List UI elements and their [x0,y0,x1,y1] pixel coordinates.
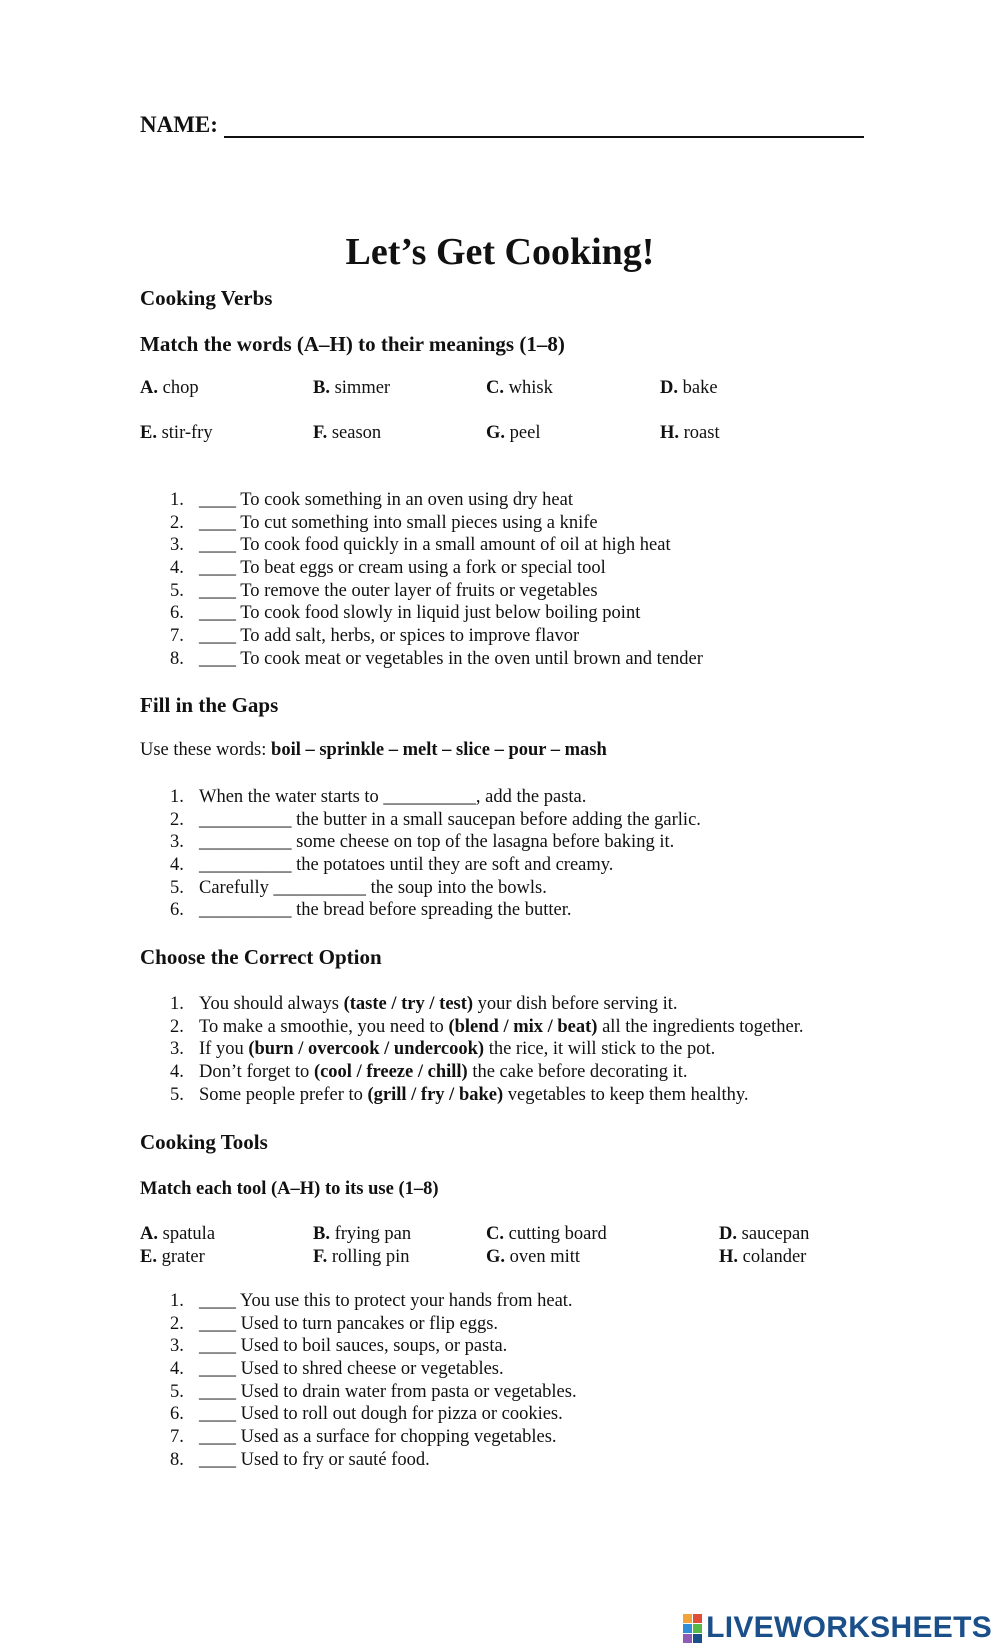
list-item[interactable]: 6. __________ the bread before spreading the butter. [170,900,572,921]
verb-option-d: D. bake [660,378,718,398]
list-item[interactable]: 5. ____ Used to drain water from pasta or vegetables. [170,1381,577,1402]
logo-square [693,1614,702,1623]
page-title: Let’s Get Cooking! [345,231,655,273]
logo-square [683,1624,692,1633]
logo-square [683,1614,692,1623]
list-item[interactable]: 5. ____ To remove the outer layer of fruits or vegetables [170,580,598,601]
list-item[interactable]: 3. If you (burn / overcook / undercook) the rice, it will stick to the pot. [170,1039,716,1060]
verb-option-a: A. chop [140,378,199,398]
list-item[interactable]: 5. Some people prefer to (grill / fry / bake) vegetables to keep them healthy. [170,1084,749,1105]
list-item[interactable]: 6. ____ To cook food slowly in liquid just below boiling point [170,603,641,624]
list-item[interactable]: 1. When the water starts to __________, add the pasta. [170,787,587,807]
list-item[interactable]: 4. ____ To beat eggs or cream using a fork or special tool [170,558,606,579]
tool-option-b: B. frying pan [313,1224,412,1244]
tools-heading: Cooking Tools [140,1130,268,1154]
tool-option-d: D. saucepan [719,1224,810,1244]
tool-option-e: E. grater [140,1247,205,1267]
gaps-word-bank: Use these words: boil – sprinkle – melt – slice – pour – mash [140,740,607,760]
list-item[interactable]: 4. ____ Used to shred cheese or vegetables. [170,1359,504,1380]
list-item[interactable]: 2. To make a smoothie, you need to (blend / mix / beat) all the ingredients together. [170,1016,804,1037]
verb-option-b: B. simmer [313,378,391,398]
list-item[interactable]: 7. ____ Used as a surface for chopping vegetables. [170,1427,557,1448]
logo-square [693,1634,702,1643]
tool-option-h: H. colander [719,1247,807,1267]
tools-list [140,1290,577,1472]
name-field-line[interactable] [224,116,864,138]
tools-instruction: Match each tool (A–H) to its use (1–8) [140,1179,439,1199]
list-item[interactable]: 3. ____ To cook food quickly in a small amount of oil at high heat [170,535,671,556]
choose-list [140,993,803,1106]
list-item[interactable]: 1. ____ You use this to protect your hands from heat. [170,1291,573,1311]
list-item[interactable]: 8. ____ Used to fry or sauté food. [170,1449,430,1470]
list-item[interactable]: 4. __________ the potatoes until they are soft and creamy. [170,855,614,876]
verbs-instruction: Match the words (A–H) to their meanings (1–8) [140,332,565,356]
verb-option-h: H. roast [660,423,720,443]
list-item[interactable]: 3. __________ some cheese on top of the lasagna before baking it. [170,832,675,853]
gaps-list [140,786,701,922]
brand-text: LIVEWORKSHEETS [706,1611,992,1644]
list-item[interactable]: 5. Carefully __________ the soup into the bowls. [170,877,547,898]
list-item[interactable]: 3. ____ Used to boil sauces, soups, or pasta. [170,1336,508,1357]
list-item[interactable]: 2. __________ the butter in a small saucepan before adding the garlic. [170,809,701,830]
name-label: NAME: [140,112,218,137]
list-item[interactable]: 6. ____ Used to roll out dough for pizza or cookies. [170,1404,563,1425]
logo-square [693,1624,702,1633]
list-item[interactable]: 2. ____ To cut something into small pieces using a knife [170,512,598,533]
tool-option-g: G. oven mitt [486,1247,581,1267]
gaps-heading: Fill in the Gaps [140,693,279,717]
name-line [140,112,864,138]
liveworksheets-logo [683,1611,992,1645]
list-item[interactable]: 1. ____ To cook something in an oven using dry heat [170,490,573,510]
logo-square [683,1634,692,1643]
verbs-heading: Cooking Verbs [140,286,273,310]
list-item[interactable]: 2. ____ Used to turn pancakes or flip eggs. [170,1313,499,1334]
tool-option-c: C. cutting board [486,1224,607,1244]
list-item[interactable]: 7. ____ To add salt, herbs, or spices to improve flavor [170,626,580,647]
tool-option-f: F. rolling pin [313,1247,410,1267]
list-item[interactable]: 8. ____ To cook meat or vegetables in the oven until brown and tender [170,648,703,669]
list-item[interactable]: 4. Don’t forget to (cool / freeze / chill) the cake before decorating it. [170,1062,688,1083]
tool-option-a: A. spatula [140,1224,216,1244]
verb-option-c: C. whisk [486,378,553,398]
choose-heading: Choose the Correct Option [140,945,382,969]
list-item[interactable]: 1. You should always (taste / try / test) your dish before serving it. [170,994,678,1014]
verb-option-e: E. stir-fry [140,423,213,443]
verb-option-g: G. peel [486,423,541,443]
verb-option-f: F. season [313,423,382,443]
logo-grid-icon [683,1614,702,1643]
verbs-list [140,489,703,671]
